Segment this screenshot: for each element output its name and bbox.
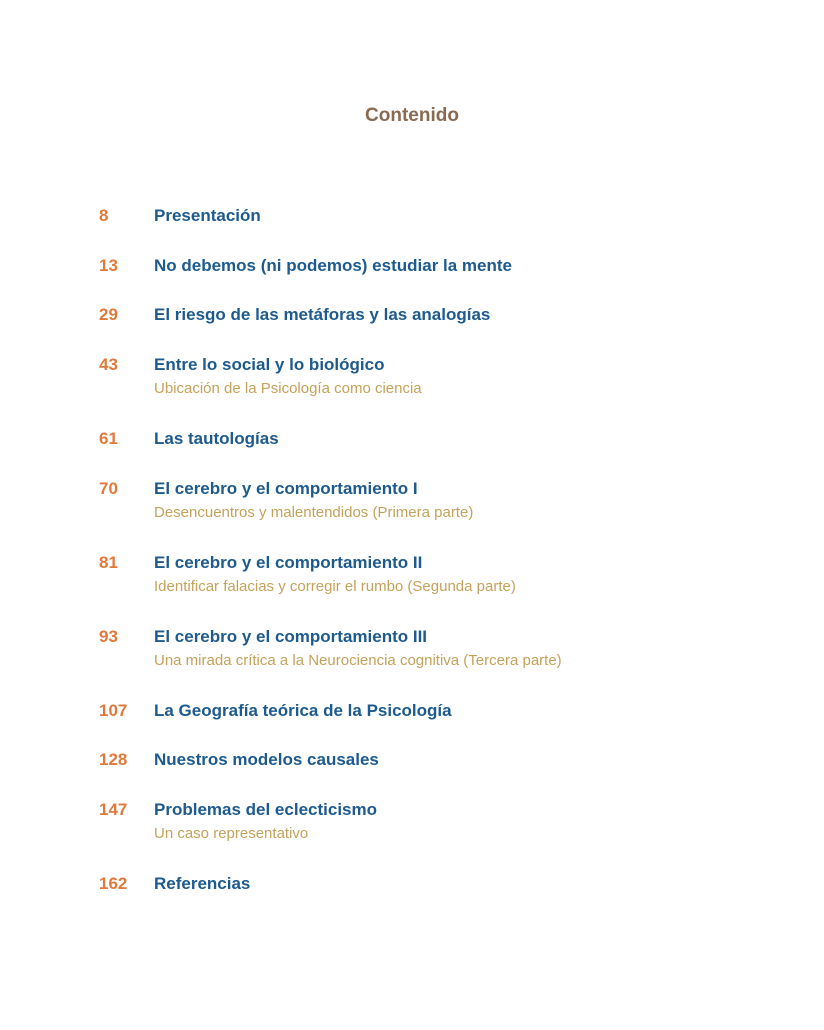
toc-entry-title[interactable]: El riesgo de las metáforas y las analogías: [154, 305, 491, 324]
toc-entry-title[interactable]: Las tautologías: [154, 429, 279, 448]
toc-entry-title[interactable]: La Geografía teórica de la Psicología: [154, 701, 452, 720]
toc-entry-subtitle: Identificar falacias y corregir el rumbo (Segunda parte): [154, 578, 516, 595]
toc-entry-title[interactable]: Nuestros modelos causales: [154, 750, 379, 769]
toc-page-number: 93: [99, 627, 118, 646]
toc-entry-subtitle: Desencuentros y malentendidos (Primera parte): [154, 504, 474, 521]
toc-entry-subtitle: Ubicación de la Psicología como ciencia: [154, 380, 422, 397]
toc-entry-title[interactable]: No debemos (ni podemos) estudiar la mente: [154, 256, 513, 275]
toc-entry-title[interactable]: El cerebro y el comportamiento I: [154, 479, 418, 498]
toc-page-number: 29: [99, 305, 118, 324]
toc-page-number: 61: [99, 429, 118, 448]
toc-page-number: 128: [99, 750, 128, 769]
toc-entry-title[interactable]: El cerebro y el comportamiento II: [154, 553, 423, 572]
toc-entry-title[interactable]: El cerebro y el comportamiento III: [154, 627, 428, 646]
toc-entry-title[interactable]: Presentación: [154, 206, 261, 225]
toc-page-number: 81: [99, 553, 118, 572]
toc-entry-title[interactable]: Referencias: [154, 874, 251, 893]
toc-entry-title[interactable]: Entre lo social y lo biológico: [154, 355, 385, 374]
toc-page-number: 70: [99, 479, 118, 498]
toc-page-number: 107: [99, 701, 128, 720]
toc-entry-subtitle: Un caso representativo: [154, 825, 309, 842]
toc-page-number: 8: [99, 206, 109, 225]
page-title: Contenido: [365, 105, 459, 126]
toc-page-number: 43: [99, 355, 118, 374]
toc-page-number: 162: [99, 874, 128, 893]
toc-entry-subtitle: Una mirada crítica a la Neurociencia cognitiva (Tercera parte): [154, 652, 562, 669]
toc-entry-title[interactable]: Problemas del eclecticismo: [154, 800, 377, 819]
toc-page-number: 13: [99, 256, 118, 275]
toc-page-number: 147: [99, 800, 128, 819]
